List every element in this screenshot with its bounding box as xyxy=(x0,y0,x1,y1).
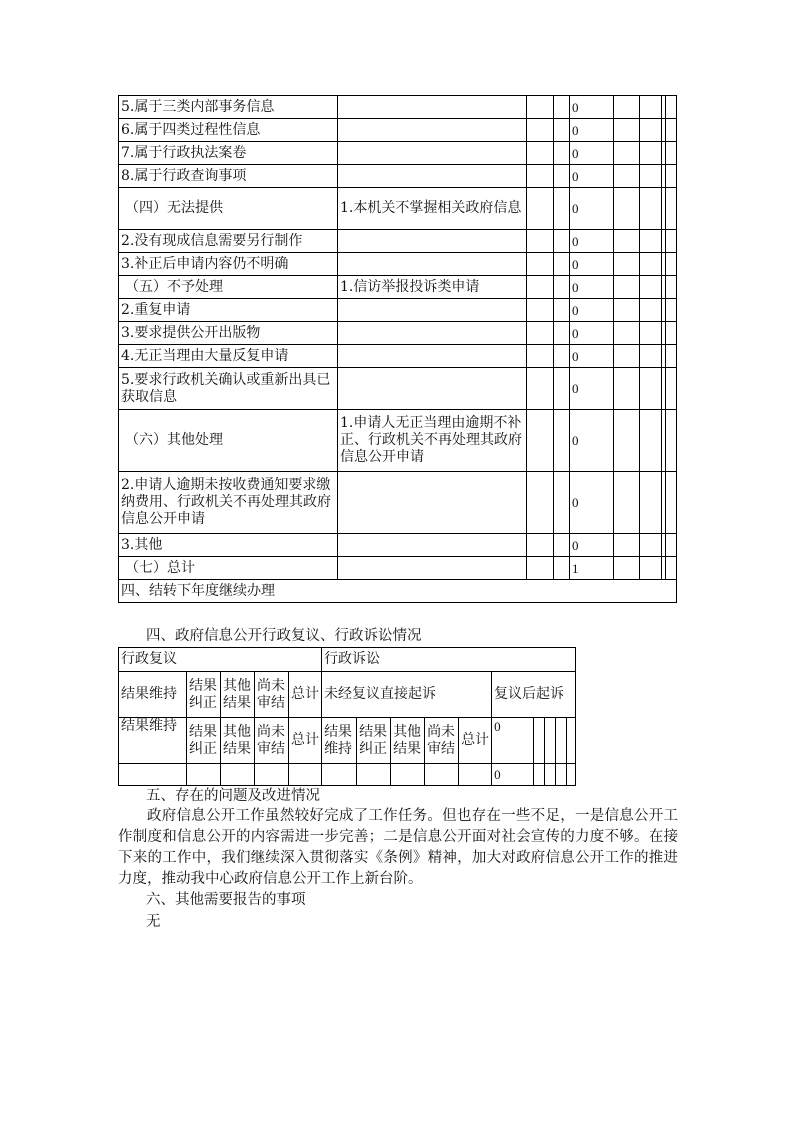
table-cell xyxy=(554,96,570,119)
table-cell xyxy=(527,230,554,253)
table-cell xyxy=(391,764,425,786)
table-cell xyxy=(666,472,677,534)
table-cell xyxy=(666,142,677,165)
other-results-header: 其他结果 xyxy=(221,718,255,764)
table-cell xyxy=(255,764,289,786)
row-value: 1 xyxy=(570,557,614,580)
table-cell xyxy=(666,165,677,188)
table-cell xyxy=(666,230,677,253)
table-cell xyxy=(640,472,662,534)
pending-header: 尚未审结 xyxy=(255,718,289,764)
row-value: 0 xyxy=(570,188,614,230)
row-sublabel xyxy=(338,472,527,534)
table-row xyxy=(119,648,576,672)
result-upheld-header: 结果维持 xyxy=(119,672,187,718)
row-value: 0 xyxy=(570,119,614,142)
table-cell xyxy=(614,276,640,299)
table-cell xyxy=(614,188,640,230)
table-cell xyxy=(614,557,640,580)
table-cell xyxy=(554,345,570,368)
section5-paragraph: 政府信息公开工作虽然较好完成了工作任务。但也存在一些不足，一是信息公开工作制度和信息公开的内容需进一步完善；二是信息公开面对社会宣传的力度不够。在接下来的工作中，我们继续深入贯彻落实《条例》精神，加大对政府信息公开工作的推进力度，推动我中心政府信息公开工作上新台阶。 xyxy=(118,808,678,887)
table-cell xyxy=(666,96,677,119)
row-value: 0 xyxy=(570,165,614,188)
table-cell xyxy=(640,230,662,253)
table-cell xyxy=(640,322,662,345)
table-row xyxy=(119,410,677,472)
row-label: （六）其他处理 xyxy=(119,410,338,472)
admin-litigation-header: 行政诉讼 xyxy=(322,648,576,672)
table-cell xyxy=(527,188,554,230)
table-cell xyxy=(640,276,662,299)
table-cell xyxy=(554,322,570,345)
table-row xyxy=(119,557,677,580)
table-cell xyxy=(554,230,570,253)
table-cell xyxy=(556,764,567,786)
table-cell xyxy=(640,368,662,410)
row-value: 0 xyxy=(570,253,614,276)
table-cell xyxy=(614,534,640,557)
table-row xyxy=(119,580,677,603)
table-cell xyxy=(554,410,570,472)
row-label: 2.申请人逾期未按收费通知要求缴纳费用、行政机关不再处理其政府信息公开申请 xyxy=(119,472,338,534)
other-results-header: 其他结果 xyxy=(391,718,425,764)
table-row xyxy=(119,368,677,410)
table-row xyxy=(119,119,677,142)
row-label: 7.属于行政执法案卷 xyxy=(119,142,338,165)
table-cell xyxy=(554,299,570,322)
row-sublabel xyxy=(338,165,527,188)
table-cell xyxy=(640,557,662,580)
table-cell xyxy=(614,322,640,345)
section6-title: 六、其他需要报告的事项 xyxy=(146,892,306,908)
table-cell xyxy=(614,410,640,472)
row-label: 3.其他 xyxy=(119,534,338,557)
table-row xyxy=(119,534,677,557)
table-cell xyxy=(666,322,677,345)
table-cell xyxy=(567,764,576,786)
table-cell xyxy=(119,764,187,786)
total-header: 总计 xyxy=(289,718,322,764)
table-cell xyxy=(289,764,322,786)
table-cell xyxy=(614,368,640,410)
direct-suit-header: 未经复议直接起诉 xyxy=(322,672,492,718)
cell-value: 0 xyxy=(492,718,534,764)
row-sublabel: 1.信访举报投诉类申请 xyxy=(338,276,527,299)
table-cell xyxy=(545,718,556,764)
table-cell xyxy=(614,165,640,188)
row-sublabel xyxy=(338,345,527,368)
row-label: （四）无法提供 xyxy=(119,188,338,230)
table-cell xyxy=(527,253,554,276)
row-value: 0 xyxy=(570,299,614,322)
table-cell xyxy=(640,142,662,165)
row-value: 0 xyxy=(570,142,614,165)
row-label: 5.属于三类内部事务信息 xyxy=(119,96,338,119)
admin-review-header: 行政复议 xyxy=(119,648,322,672)
row-value: 0 xyxy=(570,96,614,119)
row-value: 0 xyxy=(570,410,614,472)
row-label: 3.要求提供公开出版物 xyxy=(119,322,338,345)
row-value: 0 xyxy=(570,345,614,368)
row-label: 5.要求行政机关确认或重新出具已获取信息 xyxy=(119,368,338,410)
table-cell xyxy=(534,764,545,786)
result-upheld-header: 结果维持 xyxy=(119,718,187,764)
table-cell xyxy=(614,142,640,165)
section6-paragraph: 无 xyxy=(146,914,161,930)
table-cell xyxy=(666,276,677,299)
total-header: 总计 xyxy=(459,718,492,764)
table-cell xyxy=(357,764,391,786)
review-litigation-table xyxy=(118,647,576,786)
table-row xyxy=(119,299,677,322)
row-value: 0 xyxy=(570,534,614,557)
table-cell xyxy=(527,410,554,472)
table-cell xyxy=(527,472,554,534)
row-sublabel xyxy=(338,253,527,276)
row-label: 6.属于四类过程性信息 xyxy=(119,119,338,142)
row-sublabel xyxy=(338,96,527,119)
table-cell xyxy=(459,764,492,786)
table-cell xyxy=(527,96,554,119)
row-label: 2.没有现成信息需要另行制作 xyxy=(119,230,338,253)
table-cell xyxy=(666,253,677,276)
section4-title: 四、政府信息公开行政复议、行政诉讼情况 xyxy=(146,628,422,644)
table-cell xyxy=(666,368,677,410)
section5-title: 五、存在的问题及改进情况 xyxy=(146,788,320,804)
table-cell xyxy=(666,534,677,557)
row-label: （七）总计 xyxy=(119,557,338,580)
table-cell xyxy=(527,322,554,345)
table-cell xyxy=(640,165,662,188)
table-row xyxy=(119,276,677,299)
table-cell xyxy=(554,253,570,276)
table-cell xyxy=(614,345,640,368)
table-row xyxy=(119,764,576,786)
table-row xyxy=(119,672,576,718)
table-cell xyxy=(554,368,570,410)
row-label: 4.无正当理由大量反复申请 xyxy=(119,345,338,368)
table-cell xyxy=(666,299,677,322)
row-value: 0 xyxy=(570,472,614,534)
row-sublabel xyxy=(338,322,527,345)
table-cell xyxy=(187,764,221,786)
result-corrected-header: 结果纠正 xyxy=(187,672,221,718)
table-cell xyxy=(554,165,570,188)
table-cell xyxy=(666,345,677,368)
row-label: 8.属于行政查询事项 xyxy=(119,165,338,188)
table-cell xyxy=(666,410,677,472)
table-cell xyxy=(527,368,554,410)
table-row xyxy=(119,165,677,188)
table-cell xyxy=(640,253,662,276)
table-cell xyxy=(554,276,570,299)
table-cell xyxy=(640,119,662,142)
table-cell xyxy=(614,253,640,276)
row-value: 0 xyxy=(570,230,614,253)
row-value: 0 xyxy=(570,322,614,345)
table-cell xyxy=(567,718,576,764)
table-row xyxy=(119,345,677,368)
row-label: （五）不予处理 xyxy=(119,276,338,299)
row-label: 2.重复申请 xyxy=(119,299,338,322)
table-cell xyxy=(614,472,640,534)
table-cell xyxy=(221,764,255,786)
table-row xyxy=(119,718,576,764)
application-handling-table xyxy=(118,95,677,603)
row-sublabel: 1.申请人无正当理由逾期不补正、行政机关不再处理其政府信息公开申请 xyxy=(338,410,527,472)
table-cell xyxy=(554,557,570,580)
table-cell xyxy=(554,119,570,142)
row-value: 0 xyxy=(570,368,614,410)
table-cell xyxy=(640,96,662,119)
table-row xyxy=(119,472,677,534)
table-cell xyxy=(666,557,677,580)
table-cell xyxy=(640,188,662,230)
table-cell xyxy=(545,764,556,786)
row-sublabel xyxy=(338,557,527,580)
result-upheld-header: 结果维持 xyxy=(322,718,357,764)
result-corrected-header: 结果纠正 xyxy=(187,718,221,764)
row-value: 0 xyxy=(570,276,614,299)
table-cell xyxy=(554,534,570,557)
table-cell xyxy=(527,165,554,188)
row-sublabel xyxy=(338,534,527,557)
total-header: 总计 xyxy=(289,672,322,718)
carry-over-label: 四、结转下年度继续办理 xyxy=(119,580,677,603)
table-cell xyxy=(534,718,545,764)
table-cell xyxy=(614,96,640,119)
table-body xyxy=(119,96,677,603)
table-cell xyxy=(554,472,570,534)
row-sublabel xyxy=(338,142,527,165)
row-label: 3.补正后申请内容仍不明确 xyxy=(119,253,338,276)
pending-header: 尚未审结 xyxy=(425,718,459,764)
post-review-suit-header: 复议后起诉 xyxy=(492,672,576,718)
cell-value: 0 xyxy=(492,764,534,786)
table-row xyxy=(119,322,677,345)
table-cell xyxy=(425,764,459,786)
table-row xyxy=(119,96,677,119)
row-sublabel xyxy=(338,368,527,410)
table-cell xyxy=(554,142,570,165)
table-cell xyxy=(614,119,640,142)
table-cell xyxy=(527,345,554,368)
table-cell xyxy=(640,410,662,472)
table-cell xyxy=(614,230,640,253)
table-cell xyxy=(527,142,554,165)
table-cell xyxy=(554,188,570,230)
table-cell xyxy=(640,299,662,322)
row-sublabel xyxy=(338,230,527,253)
table-cell xyxy=(666,119,677,142)
table-cell xyxy=(614,299,640,322)
other-results-header: 其他结果 xyxy=(221,672,255,718)
pending-header: 尚未审结 xyxy=(255,672,289,718)
table-cell xyxy=(527,534,554,557)
result-corrected-header: 结果纠正 xyxy=(357,718,391,764)
table-cell xyxy=(556,718,567,764)
table-cell xyxy=(666,188,677,230)
table-row xyxy=(119,230,677,253)
table-row xyxy=(119,188,677,230)
table-cell xyxy=(527,557,554,580)
table-row xyxy=(119,142,677,165)
row-sublabel xyxy=(338,119,527,142)
table-cell xyxy=(640,345,662,368)
table-cell xyxy=(640,534,662,557)
table-row xyxy=(119,253,677,276)
table-cell xyxy=(527,119,554,142)
table-cell xyxy=(527,299,554,322)
row-sublabel xyxy=(338,299,527,322)
table-cell xyxy=(322,764,357,786)
table-cell xyxy=(527,276,554,299)
row-sublabel: 1.本机关不掌握相关政府信息 xyxy=(338,188,527,230)
